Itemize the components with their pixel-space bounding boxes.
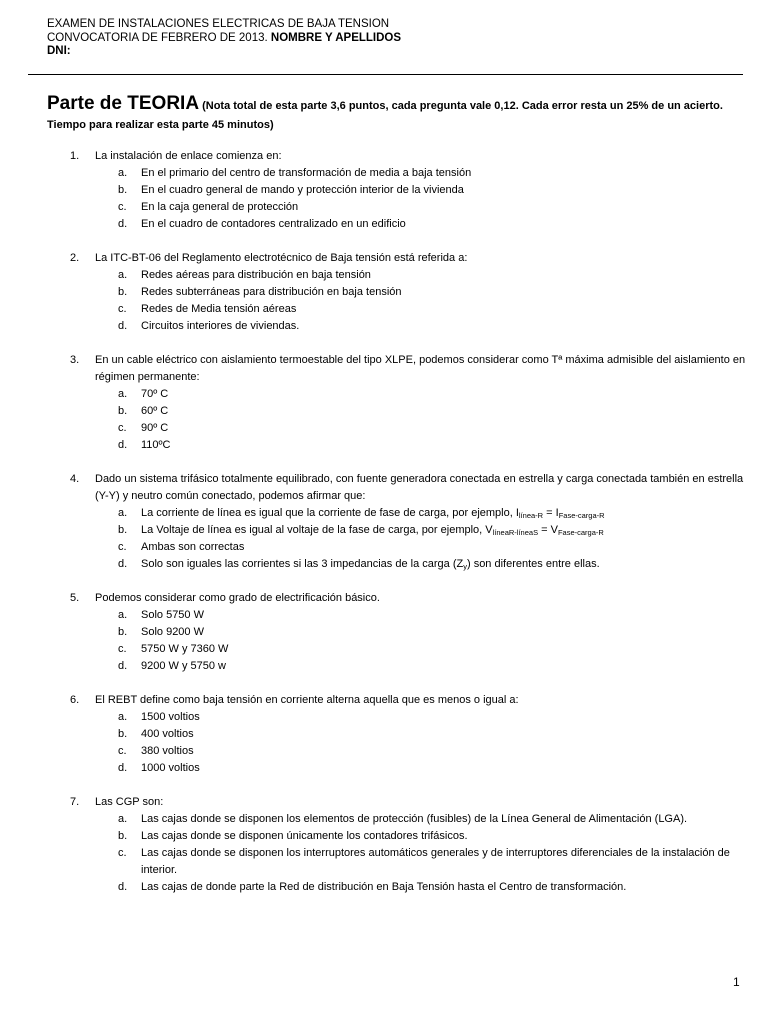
question-number: 4.: [70, 473, 80, 485]
option-letter: b.: [118, 626, 128, 638]
answer-option: [95, 505, 747, 522]
option-text: 9200 W y 5750 w: [141, 660, 226, 672]
option-text: 5750 W y 7360 W: [141, 643, 229, 655]
section-title-note: (Nota total de esta parte 3,6 puntos, cada pregunta vale 0,12. Cada error resta un 25% de un acierto. Tiempo para realizar esta parte 45 minutos): [47, 100, 723, 131]
option-letter: a.: [118, 711, 128, 723]
option-letter: b.: [118, 184, 128, 196]
option-text: La Voltaje de línea es igual al voltaje de la fase de carga, por ejemplo, V: [141, 524, 493, 536]
option-subscript: línea-R: [518, 511, 544, 520]
option-text: En el cuadro general de mando y protección interior de la vivienda: [141, 184, 464, 196]
question-item: [47, 692, 747, 777]
question-text: La instalación de enlace comienza en:: [95, 150, 282, 162]
option-text: Las cajas donde se disponen únicamente los contadores trifásicos.: [141, 830, 468, 842]
option-text: 110ºC: [141, 439, 171, 451]
option-text: 380 voltios: [141, 745, 194, 757]
option-letter: d.: [118, 218, 128, 230]
exam-title-line: EXAMEN DE INSTALACIONES ELECTRICAS DE BAJA TENSION: [47, 18, 390, 30]
answer-option: [95, 165, 747, 182]
option-text: Las cajas de donde parte la Red de distribución en Baja Tensión hasta el Centro de transformación.: [141, 881, 627, 893]
option-letter: a.: [118, 167, 128, 179]
option-letter: c.: [118, 303, 127, 315]
option-letter: b.: [118, 830, 128, 842]
option-text: 90º C: [141, 422, 169, 434]
dni-field-label: DNI:: [47, 45, 71, 57]
option-text: Las cajas donde se disponen los interruptores automáticos generales y de interruptores diferenciales de la instalación de interior.: [141, 847, 730, 876]
answer-option: [95, 182, 747, 199]
answer-option: [95, 828, 747, 845]
question-item: [47, 794, 747, 896]
option-text: Solo son iguales las corrientes si las 3 impedancias de la carga (Z: [141, 558, 464, 570]
question-item: [47, 250, 747, 335]
exam-session-line: [47, 32, 401, 46]
answer-option: [95, 199, 747, 216]
option-text: 1000 voltios: [141, 762, 200, 774]
answer-option: [95, 658, 747, 675]
option-text-continued: = I: [543, 507, 559, 519]
option-text: Las cajas donde se disponen los elementos de protección (fusibles) de la Línea General de Alimentación (LGA).: [141, 813, 688, 825]
question-number: 3.: [70, 354, 80, 366]
option-letter: d.: [118, 320, 128, 332]
option-text: 400 voltios: [141, 728, 194, 740]
option-text: Solo 5750 W: [141, 609, 204, 621]
answer-option: [95, 845, 747, 879]
option-text: 70º C: [141, 388, 169, 400]
answer-options: [95, 165, 747, 233]
section-title: [47, 94, 747, 135]
question-item: [47, 590, 747, 675]
option-letter: d.: [118, 660, 128, 672]
option-text: Redes aéreas para distribución en baja tensión: [141, 269, 371, 281]
answer-options: [95, 505, 747, 573]
answer-options: [95, 386, 747, 454]
question-item: [47, 352, 747, 454]
option-letter: c.: [118, 422, 127, 434]
header-divider: [28, 74, 743, 75]
answer-option: [95, 641, 747, 658]
question-number: 6.: [70, 694, 80, 706]
page-number: 1: [733, 975, 740, 989]
option-text: Redes subterráneas para distribución en baja tensión: [141, 286, 402, 298]
option-letter: c.: [118, 847, 127, 859]
option-subscript: líneaR-líneaS: [492, 528, 539, 537]
option-text-continued: = V: [538, 524, 558, 536]
option-letter: c.: [118, 201, 127, 213]
option-letter: d.: [118, 439, 128, 451]
answer-option: [95, 267, 747, 284]
name-field-label: NOMBRE Y APELLIDOS: [270, 31, 402, 44]
answer-option: [95, 403, 747, 420]
option-letter: a.: [118, 269, 128, 281]
answer-option: [95, 301, 747, 318]
answer-option: [95, 539, 747, 556]
answer-option: [95, 726, 747, 743]
answer-option: [95, 420, 747, 437]
option-letter: d.: [118, 558, 128, 570]
option-text: Solo 9200 W: [141, 626, 204, 638]
question-number: 2.: [70, 252, 80, 264]
question-text: Las CGP son:: [95, 796, 164, 808]
answer-option: [95, 811, 747, 828]
question-text: Dado un sistema trifásico totalmente equilibrado, con fuente generadora conectada en estrella y carga conectada también en estrella (Y-Y) y neutro común conectado, podemos afirmar que:: [95, 473, 744, 502]
option-text: Ambas son correctas: [141, 541, 245, 553]
answer-option: [95, 624, 747, 641]
option-letter: a.: [118, 609, 128, 621]
question-text: La ITC-BT-06 del Reglamento electrotécnico de Baja tensión está referida a:: [95, 252, 468, 264]
answer-option: [95, 879, 747, 896]
answer-option: [95, 709, 747, 726]
question-item: [47, 471, 747, 573]
answer-options: [95, 811, 747, 896]
option-letter: a.: [118, 813, 128, 825]
section-title-main: Parte de TEORIA: [47, 93, 200, 114]
option-letter: c.: [118, 643, 127, 655]
option-text: Circuitos interiores de viviendas.: [141, 320, 300, 332]
answer-option: [95, 318, 747, 335]
answer-option: [95, 760, 747, 777]
question-text: Podemos considerar como grado de electrificación básico.: [95, 592, 380, 604]
answer-option: [95, 743, 747, 760]
option-letter: b.: [118, 728, 128, 740]
answer-option: [95, 386, 747, 403]
option-letter: b.: [118, 524, 128, 536]
option-letter: b.: [118, 286, 128, 298]
question-text: En un cable eléctrico con aislamiento termoestable del tipo XLPE, podemos considerar como Tª máxima admisible del aislamiento en régimen permanente:: [95, 354, 746, 383]
option-subscript: y: [463, 562, 467, 571]
option-letter: d.: [118, 881, 128, 893]
option-text: En el primario del centro de transformación de media a baja tensión: [141, 167, 472, 179]
question-item: [47, 148, 747, 233]
option-text: En el cuadro de contadores centralizado en un edificio: [141, 218, 406, 230]
answer-option: [95, 437, 747, 454]
answer-options: [95, 709, 747, 777]
option-text: Redes de Media tensión aéreas: [141, 303, 297, 315]
option-letter: a.: [118, 507, 128, 519]
question-number: 7.: [70, 796, 80, 808]
exam-header: [47, 18, 401, 59]
answer-option: [95, 522, 747, 539]
option-subscript: Fase-carga-R: [557, 528, 604, 537]
option-text: En la caja general de protección: [141, 201, 299, 213]
option-letter: d.: [118, 762, 128, 774]
answer-option: [95, 556, 747, 573]
option-letter: c.: [118, 745, 127, 757]
option-text: La corriente de línea es igual que la corriente de fase de carga, por ejemplo, I: [141, 507, 519, 519]
option-letter: a.: [118, 388, 128, 400]
answer-options: [95, 607, 747, 675]
option-letter: c.: [118, 541, 127, 553]
option-text: 60º C: [141, 405, 169, 417]
answer-options: [95, 267, 747, 335]
answer-option: [95, 216, 747, 233]
option-subscript: Fase-carga-R: [558, 511, 605, 520]
session-text: CONVOCATORIA DE FEBRERO DE 2013.: [47, 31, 268, 44]
option-text: 1500 voltios: [141, 711, 200, 723]
question-number: 5.: [70, 592, 80, 604]
question-text: El REBT define como baja tensión en corriente alterna aquella que es menos o igual a:: [95, 694, 519, 706]
answer-option: [95, 607, 747, 624]
answer-option: [95, 284, 747, 301]
question-number: 1.: [70, 150, 80, 162]
option-letter: b.: [118, 405, 128, 417]
question-list: [47, 148, 747, 913]
option-text-continued: ) son diferentes entre ellas.: [466, 558, 600, 570]
